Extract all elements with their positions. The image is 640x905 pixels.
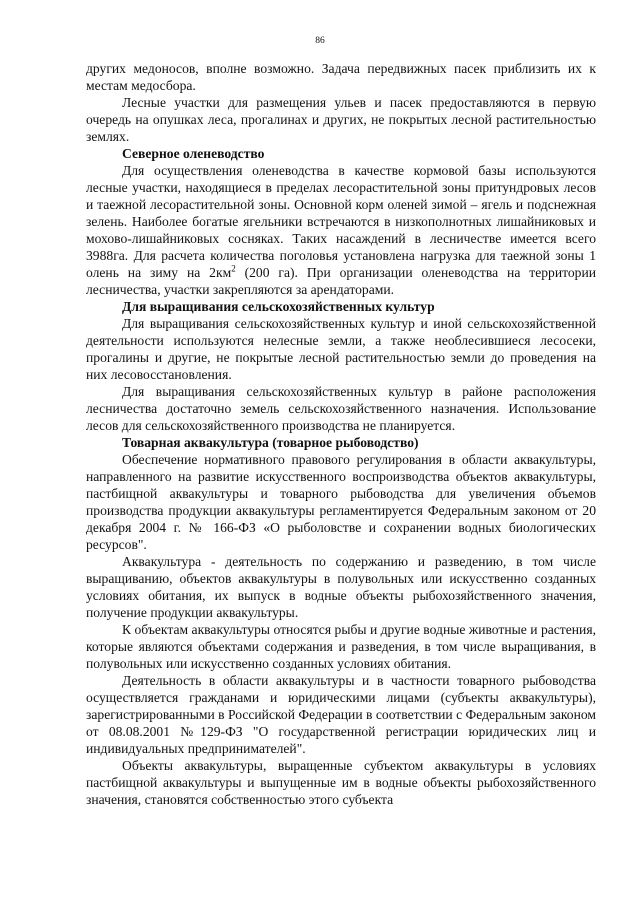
paragraph-agricultural-lands: Для выращивания сельскохозяйственных культур и иной сельскохозяйственной деятельности используются нелесные земли, а также необлесившиеся лесосеки, прогалины и другие, не покрытые лесной растительностью земли до проведения на них лесовосстановления. xyxy=(86,316,596,382)
paragraph-aquaculture-subjects: Деятельность в области аквакультуры и в частности товарного рыбоводства осуществляется гражданами и юридическими лицами (субъекты аквакультуры), зарегистрированными в Российской Федерации в соответствии с Федеральным законом от 08.08.2001 №129-ФЗ "О государственной регистрации юридических лиц и индивидуальных предпринимателей". xyxy=(86,673,596,756)
paragraph-reindeer-text-b: (200 га). При организации оленеводства на территории лесничества, участки закрепляются за арендаторами. xyxy=(86,265,596,297)
paragraph-continuation: других медоносов, вполне возможно. Задача передвижных пасек приблизить их к местам медосбора. xyxy=(86,61,596,93)
paragraph-reindeer-text-a: Для осуществления оленеводства в качестве кормовой базы используются лесные участки, находящиеся в пределах лесорастительной зоны притундровых лесов и таежной лесорастительной зоны. Основной корм оленей зимой – ягель и подснежная зелень. Наиболее богатые ягельники встречаются в низкополнотных лишайниковых и мохово-лишайниковых сосняках. Таких насаждений в лесничестве имеется всего 3988га. Для расчета количества поголовья установлена нагрузка для таежной зоны 1 олень на зиму на 2км xyxy=(86,163,596,280)
heading-reindeer-herding: Северное оленеводство xyxy=(122,146,265,161)
paragraph-agricultural-plans: Для выращивания сельскохозяйственных культур в районе расположения лесничества достаточно земель сельскохозяйственного назначения. Использование лесов для сельскохозяйственного производства не планируется. xyxy=(86,384,596,433)
heading-aquaculture: Товарная аквакультура (товарное рыбоводство) xyxy=(122,435,419,450)
heading-agricultural-crops: Для выращивания сельскохозяйственных культур xyxy=(122,299,435,314)
superscript-km2: 2 xyxy=(231,263,236,274)
paragraph-aquaculture-regulation: Обеспечение нормативного правового регулирования в области аквакультуры, направленного на развитие искусственного воспроизводства объектов аквакультуры, пастбищной аквакультуры и товарного рыбоводства для увеличения объемов производства продукции аквакультуры регламентируется Федеральным законом от 20 декабря 2004 г. № 166-ФЗ «О рыболовстве и сохранении водных биологических ресурсов". xyxy=(86,452,596,552)
paragraph-apiary-plots: Лесные участки для размещения ульев и пасек предоставляются в первую очередь на опушках леса, прогалинах и других, не покрытых лесной растительностью землях. xyxy=(86,95,596,144)
paragraph-reindeer-herding xyxy=(86,162,596,298)
page-number: 86 xyxy=(315,36,325,46)
document-body xyxy=(86,60,596,808)
paragraph-aquaculture-objects: К объектам аквакультуры относятся рыбы и другие водные животные и растения, которые являются объектами содержания и разведения, в том числе выращивания, в полувольных или искусственно созданных условиях обитания. xyxy=(86,622,596,671)
paragraph-aquaculture-definition: Аквакультура - деятельность по содержанию и разведению, в том числе выращиванию, объектов аквакультуры в полувольных или искусственно созданных условиях обитания, их выпуск в водные объекты рыбохозяйственного значения, получение продукции аквакультуры. xyxy=(86,554,596,620)
paragraph-aquaculture-ownership: Объекты аквакультуры, выращенные субъектом аквакультуры в условиях пастбищной аквакультуры и выпущенные им в водные объекты рыбохозяйственного значения, становятся собственностью этого субъекта xyxy=(86,758,596,807)
